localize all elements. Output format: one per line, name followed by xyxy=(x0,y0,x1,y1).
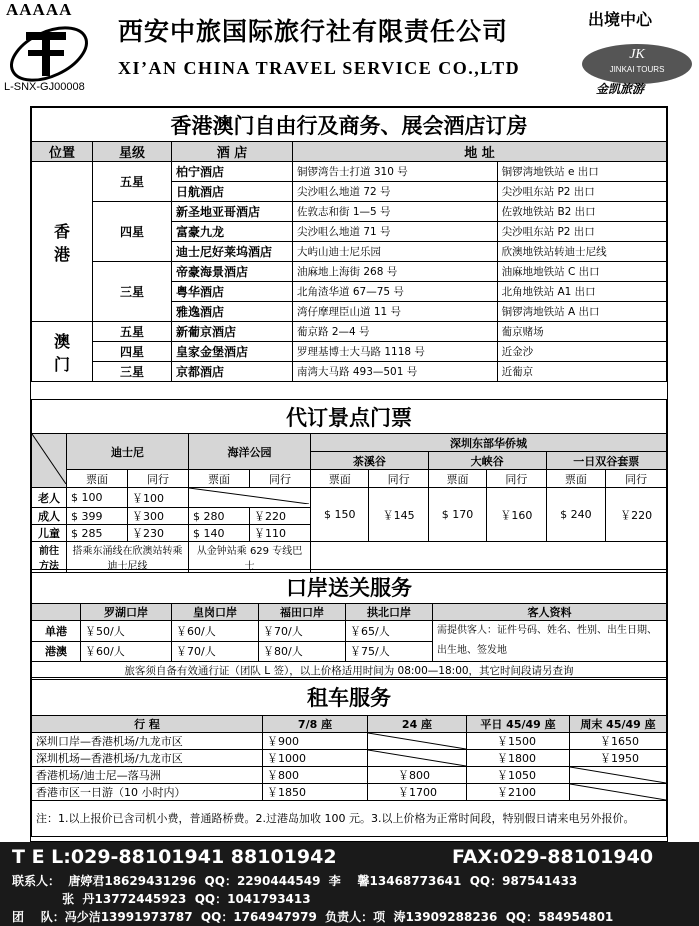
ticket-row-label: 老人 xyxy=(32,488,67,508)
ticket-table xyxy=(31,399,667,573)
border-row xyxy=(32,621,667,642)
car-price: ￥1000 xyxy=(263,750,368,767)
price-type-group: 同行 xyxy=(606,470,667,488)
diagonal-line xyxy=(368,750,466,766)
ocean-park-header: 海洋公园 xyxy=(189,434,311,470)
car-price xyxy=(570,784,667,801)
col-star: 星级 xyxy=(93,142,172,162)
jinkai-logo-letters: JK xyxy=(629,47,645,62)
fax-number: FAX:029-88101940 xyxy=(452,846,654,868)
car-price: ￥1500 xyxy=(467,733,570,750)
disney-route: 搭乘东涌线在欣澳站转乘迪士尼线 xyxy=(67,542,189,573)
diagonal-line xyxy=(32,434,66,484)
tea-valley-header: 茶溪谷 xyxy=(311,452,429,470)
company-name-en: XI’AN CHINA TRAVEL SERVICE CO.,LTD xyxy=(118,58,521,78)
port-header: 皇岗口岸 xyxy=(172,604,259,621)
hotel-row xyxy=(32,202,667,222)
car-rows xyxy=(32,733,667,801)
hotel-station: 北角地铁站 A1 出口 xyxy=(497,282,666,302)
hotel-name: 新葡京酒店 xyxy=(172,322,293,342)
rating-badge: AAAAA xyxy=(6,0,73,19)
contact-line-2: 张 丹13772445923 QQ：1041793413 xyxy=(12,892,311,906)
main-frame xyxy=(30,106,668,842)
car-table xyxy=(31,677,667,837)
hotel-station: 佐敦地铁站 B2 出口 xyxy=(497,202,666,222)
car-price: ￥1650 xyxy=(570,733,667,750)
hotel-address: 北角渣华道 67—75 号 xyxy=(293,282,498,302)
col-hotel: 酒 店 xyxy=(172,142,293,162)
price-cell: ￥60/人 xyxy=(172,621,259,642)
price-cell: ￥70/人 xyxy=(172,641,259,662)
car-row xyxy=(32,750,667,767)
combo-header: 一日双谷套票 xyxy=(546,452,667,470)
price-cell: ￥100 xyxy=(128,488,189,508)
price-cell: ￥160 xyxy=(487,488,546,542)
ticket-section-title: 代订景点门票 xyxy=(32,400,667,434)
car-col-24-seat: 24 座 xyxy=(368,716,467,733)
star-rating: 五星 xyxy=(93,322,172,342)
hotel-station: 葡京赌场 xyxy=(497,322,666,342)
jinkai-logo-text: JINKAI TOURS xyxy=(609,65,665,74)
hotel-row xyxy=(32,362,667,382)
ticket-corner xyxy=(32,434,67,488)
col-position: 位置 xyxy=(32,142,93,162)
hotel-table xyxy=(31,107,667,382)
car-col-weekend: 周末 45/49 座 xyxy=(570,716,667,733)
hotel-station: 油麻地地铁站 C 出口 xyxy=(497,262,666,282)
region-name: 香 港 xyxy=(32,162,93,322)
hotel-station: 近葡京 xyxy=(497,362,666,382)
empty-cell xyxy=(189,488,311,508)
border-note: 旅客须自备有效通行证（团队 L 签），以上价格适用时间为 08:00—18:00，其它时间段请另查询 xyxy=(32,662,667,680)
car-row xyxy=(32,767,667,784)
ticket-row-label: 成人 xyxy=(32,508,67,525)
star-rating: 五星 xyxy=(93,162,172,202)
empty-cell xyxy=(311,542,667,573)
port-header: 罗湖口岸 xyxy=(81,604,172,621)
license-number: L-SNX-GJ00008 xyxy=(4,81,85,93)
price-type-face: 票面 xyxy=(67,470,128,488)
star-rating: 四星 xyxy=(93,342,172,362)
hotel-station: 欣澳地铁站转迪士尼线 xyxy=(497,242,666,262)
price-cell: ￥300 xyxy=(128,508,189,525)
contact-line-3: 团 队：冯少洁13991973787 QQ：1764947979 负责人：项 涛13909288236 QQ：584954801 xyxy=(12,910,614,924)
price-cell: $ 280 xyxy=(189,508,250,525)
hotel-address: 湾仔摩理臣山道 11 号 xyxy=(293,302,498,322)
diagonal-line xyxy=(570,784,666,800)
hotel-address: 尖沙咀么地道 71 号 xyxy=(293,222,498,242)
price-cell: $ 285 xyxy=(67,525,128,542)
car-row xyxy=(32,784,667,801)
car-note: 注：1.以上报价已含司机小费，普通路桥费。2.过港岛加收 100 元。3.以上价格为正常时间段，特别假日请来电另外报价。 xyxy=(32,801,667,837)
hotel-rows xyxy=(32,162,667,382)
hotel-name: 富豪九龙 xyxy=(172,222,293,242)
price-cell: ￥230 xyxy=(128,525,189,542)
price-cell: $ 399 xyxy=(67,508,128,525)
hotel-address: 葡京路 2—4 号 xyxy=(293,322,498,342)
price-type-group: 同行 xyxy=(250,470,311,488)
price-cell: $ 150 xyxy=(311,488,369,542)
car-price: ￥800 xyxy=(263,767,368,784)
hotel-address: 大屿山迪士尼乐园 xyxy=(293,242,498,262)
car-row xyxy=(32,733,667,750)
ocean-route: 从金钟站乘 629 专线巴士 xyxy=(189,542,311,573)
hotel-name: 日航酒店 xyxy=(172,182,293,202)
hotel-name: 雅逸酒店 xyxy=(172,302,293,322)
price-cell: ￥220 xyxy=(606,488,667,542)
car-price xyxy=(570,767,667,784)
car-price: ￥900 xyxy=(263,733,368,750)
region-name: 澳 门 xyxy=(32,322,93,382)
disney-header: 迪士尼 xyxy=(67,434,189,470)
hotel-station: 铜锣湾地铁站 e 出口 xyxy=(497,162,666,182)
hotel-address: 南湾大马路 493—501 号 xyxy=(293,362,498,382)
car-col-weekday: 平日 45/49 座 xyxy=(467,716,570,733)
price-cell: $ 100 xyxy=(67,488,128,508)
car-col-route: 行 程 xyxy=(32,716,263,733)
car-price: ￥1800 xyxy=(467,750,570,767)
price-type-face: 票面 xyxy=(311,470,369,488)
company-logo-icon xyxy=(4,12,94,88)
hotel-station: 近金沙 xyxy=(497,342,666,362)
hotel-address: 油麻地上海街 268 号 xyxy=(293,262,498,282)
price-type-group: 同行 xyxy=(487,470,546,488)
hotel-section-title: 香港澳门自由行及商务、展会酒店订房 xyxy=(32,108,667,142)
partner-name-cn: 金凯旅游 xyxy=(596,82,645,96)
diagonal-line xyxy=(189,488,309,504)
car-route: 深圳口岸—香港机场/九龙市区 xyxy=(32,733,263,750)
hotel-row xyxy=(32,262,667,282)
price-cell: ￥110 xyxy=(250,525,311,542)
car-price: ￥1700 xyxy=(368,784,467,801)
price-cell: $ 170 xyxy=(428,488,486,542)
hotel-address: 罗理基博士大马路 1118 号 xyxy=(293,342,498,362)
hotel-station: 尖沙咀东站 P2 出口 xyxy=(497,182,666,202)
border-table xyxy=(31,569,667,680)
hotel-address: 铜锣湾告士打道 310 号 xyxy=(293,162,498,182)
price-cell: $ 140 xyxy=(189,525,250,542)
route-label: 前往 方法 xyxy=(32,542,67,573)
hotel-row xyxy=(32,342,667,362)
border-row-label: 单港 xyxy=(32,621,81,642)
empty-cell xyxy=(32,604,81,621)
car-price xyxy=(368,750,467,767)
footer xyxy=(0,842,699,926)
car-col-7-8-seat: 7/8 座 xyxy=(263,716,368,733)
hotel-row xyxy=(32,322,667,342)
price-cell: $ 240 xyxy=(546,488,606,542)
car-route: 香港机场/迪士尼—落马洲 xyxy=(32,767,263,784)
hotel-station: 尖沙咀东站 P2 出口 xyxy=(497,222,666,242)
hotel-row xyxy=(32,162,667,182)
contact-line-1: 联系人： 唐婷君18629431296 QQ：2290444549 李 馨13468773641 QQ：987541433 xyxy=(12,874,578,888)
price-type-face: 票面 xyxy=(546,470,606,488)
diagonal-line xyxy=(368,733,466,749)
canyon-header: 大峡谷 xyxy=(428,452,546,470)
car-route: 深圳机场—香港机场/九龙市区 xyxy=(32,750,263,767)
price-cell: ￥60/人 xyxy=(81,641,172,662)
hotel-station: 铜锣湾地铁站 A 出口 xyxy=(497,302,666,322)
star-rating: 三星 xyxy=(93,262,172,322)
border-section-title: 口岸送关服务 xyxy=(32,570,667,604)
price-cell: ￥75/人 xyxy=(346,641,433,662)
octs-header: 深圳东部华侨城 xyxy=(311,434,667,452)
ticket-row-label: 儿童 xyxy=(32,525,67,542)
hotel-name: 京都酒店 xyxy=(172,362,293,382)
outbound-center-label: 出境中心 xyxy=(588,10,653,29)
col-address: 地 址 xyxy=(293,142,667,162)
ticket-row xyxy=(32,488,667,508)
car-price xyxy=(368,733,467,750)
hotel-address: 尖沙咀么地道 72 号 xyxy=(293,182,498,202)
price-cell: ￥70/人 xyxy=(259,621,346,642)
hotel-address: 佐敦志和街 1—5 号 xyxy=(293,202,498,222)
price-type-face: 票面 xyxy=(189,470,250,488)
hotel-name: 迪士尼好莱坞酒店 xyxy=(172,242,293,262)
car-price: ￥1850 xyxy=(263,784,368,801)
info-text: 需提供客人：证件号码、姓名、性别、出生日期、出生地、签发地 xyxy=(433,621,667,662)
hotel-name: 帝豪海景酒店 xyxy=(172,262,293,282)
price-cell: ￥80/人 xyxy=(259,641,346,662)
car-price: ￥800 xyxy=(368,767,467,784)
price-cell: ￥145 xyxy=(369,488,428,542)
car-price: ￥1050 xyxy=(467,767,570,784)
hotel-name: 皇家金堡酒店 xyxy=(172,342,293,362)
car-price: ￥1950 xyxy=(570,750,667,767)
port-header: 福田口岸 xyxy=(259,604,346,621)
price-cell: ￥50/人 xyxy=(81,621,172,642)
price-cell: ￥220 xyxy=(250,508,311,525)
hotel-name: 新圣地亚哥酒店 xyxy=(172,202,293,222)
port-header: 拱北口岸 xyxy=(346,604,433,621)
phone-numbers: T E L:029-88101941 88101942 xyxy=(12,846,337,868)
car-price: ￥2100 xyxy=(467,784,570,801)
price-cell: ￥65/人 xyxy=(346,621,433,642)
price-type-group: 同行 xyxy=(128,470,189,488)
star-rating: 三星 xyxy=(93,362,172,382)
company-name-cn: 西安中旅国际旅行社有限责任公司 xyxy=(118,17,509,46)
car-route: 香港市区一日游（10 小时内） xyxy=(32,784,263,801)
price-type-face: 票面 xyxy=(428,470,486,488)
info-header: 客人资料 xyxy=(433,604,667,621)
border-row-label: 港澳 xyxy=(32,641,81,662)
hotel-name: 柏宁酒店 xyxy=(172,162,293,182)
price-type-group: 同行 xyxy=(369,470,428,488)
hotel-name: 粤华酒店 xyxy=(172,282,293,302)
star-rating: 四星 xyxy=(93,202,172,262)
car-section-title: 租车服务 xyxy=(32,678,667,716)
diagonal-line xyxy=(570,767,666,783)
